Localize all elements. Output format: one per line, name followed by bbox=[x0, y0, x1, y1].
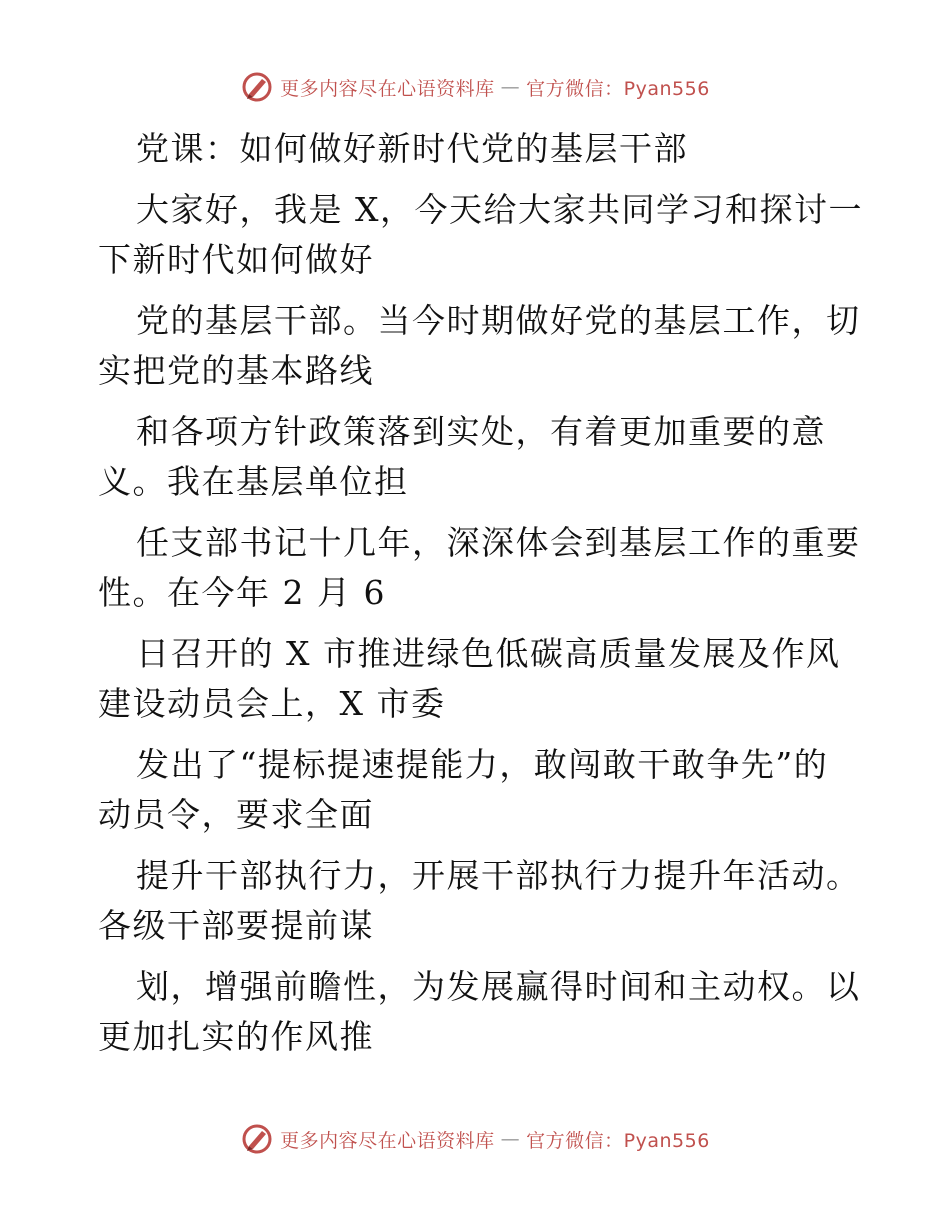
paragraph bbox=[98, 851, 868, 951]
paragraph bbox=[98, 518, 868, 618]
paragraph-line: 下新时代如何做好 bbox=[98, 240, 374, 279]
watermark-separator: — bbox=[500, 1128, 521, 1150]
watermark-text: 更多内容尽在心语资料库 bbox=[280, 77, 495, 100]
paragraph-line: 性。在今年 2 月 6 bbox=[98, 573, 386, 612]
paragraph-line: 日召开的 X 市推进绿色低碳高质量发展及作风 bbox=[136, 634, 841, 673]
paragraph-line: 提升干部执行力，开展干部执行力提升年活动。 bbox=[136, 856, 861, 895]
paragraph bbox=[98, 407, 868, 507]
paragraph bbox=[98, 629, 868, 729]
paragraph-line: 实把党的基本路线 bbox=[98, 351, 374, 390]
paragraph bbox=[98, 185, 868, 285]
paragraph-line: 更加扎实的作风推 bbox=[98, 1017, 374, 1056]
pen-circle-logo-icon bbox=[240, 70, 274, 104]
paragraph-line: 建设动员会上，X 市委 bbox=[98, 684, 446, 723]
paragraph-line: 各级干部要提前谋 bbox=[98, 906, 374, 945]
paragraph-line: 发出了“提标提速提能力，敢闯敢干敢争先”的 bbox=[136, 745, 829, 784]
paragraph-line: 和各项方针政策落到实处，有着更加重要的意 bbox=[136, 412, 826, 451]
pen-circle-logo-icon bbox=[240, 1122, 274, 1156]
watermark-wechat: 官方微信：Pyan556 bbox=[526, 77, 710, 100]
watermark-header bbox=[0, 70, 950, 104]
watermark-footer bbox=[0, 1122, 950, 1156]
watermark-wechat: 官方微信：Pyan556 bbox=[526, 1129, 710, 1152]
paragraph bbox=[98, 740, 868, 840]
document-body bbox=[98, 124, 868, 1073]
paragraph-line: 划，增强前瞻性，为发展赢得时间和主动权。以 bbox=[136, 967, 861, 1006]
paragraph-line: 党的基层干部。当今时期做好党的基层工作，切 bbox=[136, 301, 861, 340]
paragraph-line: 大家好，我是 X，今天给大家共同学习和探讨一 bbox=[136, 190, 863, 229]
paragraph-line: 任支部书记十几年，深深体会到基层工作的重要 bbox=[136, 523, 861, 562]
paragraph bbox=[98, 296, 868, 396]
document-title: 党课：如何做好新时代党的基层干部 bbox=[136, 129, 688, 168]
paragraph-line: 义。我在基层单位担 bbox=[98, 462, 409, 501]
watermark-separator: — bbox=[500, 76, 521, 98]
paragraph bbox=[98, 962, 868, 1062]
watermark-text: 更多内容尽在心语资料库 bbox=[280, 1129, 495, 1152]
paragraph-line: 动员令，要求全面 bbox=[98, 795, 374, 834]
